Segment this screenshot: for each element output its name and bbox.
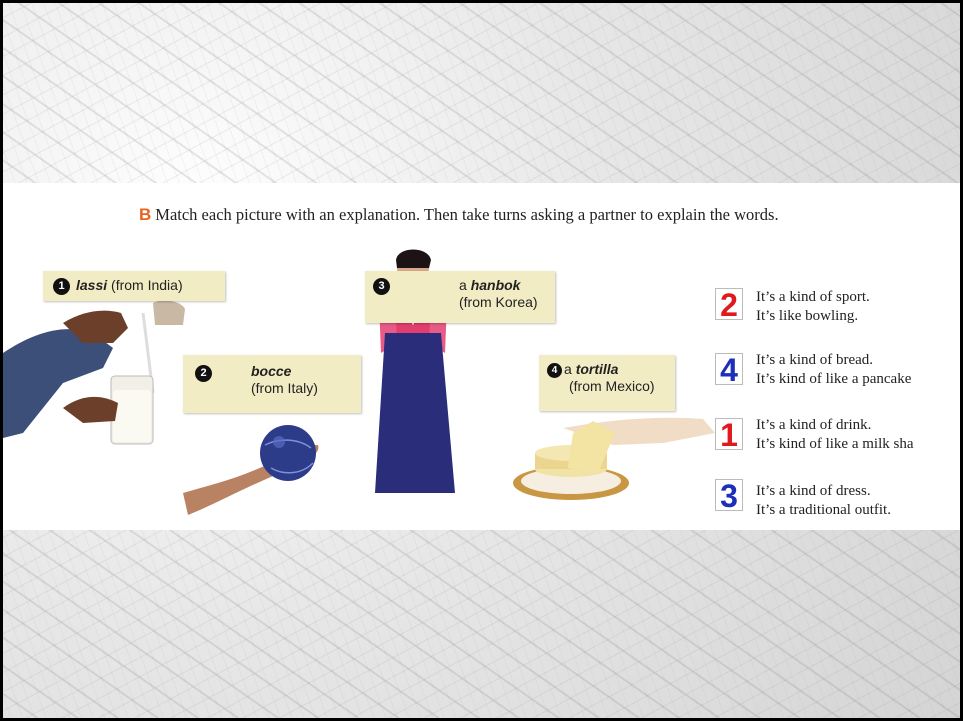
marble-background-bottom bbox=[3, 530, 960, 718]
lassi-picture bbox=[3, 301, 185, 444]
item-word: hanbok bbox=[470, 277, 521, 293]
tortilla-picture bbox=[513, 418, 715, 500]
marble-background-top bbox=[3, 3, 960, 183]
item-prefix: a bbox=[459, 277, 467, 293]
explanation-line-2: It’s a traditional outfit. bbox=[756, 502, 891, 518]
explanation-text bbox=[756, 288, 870, 326]
item-origin: (from Mexico) bbox=[569, 378, 655, 394]
item-number-badge: 1 bbox=[53, 278, 70, 295]
answer-box[interactable] bbox=[715, 352, 743, 388]
item-label-tortilla bbox=[539, 355, 675, 411]
answer-box[interactable] bbox=[715, 478, 743, 514]
item-number-badge: 2 bbox=[195, 365, 212, 382]
item-word: bocce bbox=[251, 363, 292, 379]
explanation-line-2: It’s kind of like a pancake bbox=[756, 371, 912, 387]
explanation-line-1: It’s a kind of bread. bbox=[756, 352, 874, 368]
item-prefix: a bbox=[564, 361, 572, 377]
item-origin: (from India) bbox=[111, 277, 183, 293]
item-word: lassi bbox=[76, 277, 108, 293]
explanation-text bbox=[756, 482, 891, 520]
answer-number: 4 bbox=[720, 352, 738, 388]
explanation-line-1: It’s a kind of sport. bbox=[756, 289, 870, 305]
explanation-text bbox=[756, 351, 911, 389]
answer-number: 2 bbox=[720, 287, 738, 323]
instruction-text: Match each picture with an explanation. Then take turns asking a partner to explain the words. bbox=[155, 205, 779, 224]
item-origin: (from Italy) bbox=[251, 380, 318, 396]
item-label-bocce bbox=[183, 355, 361, 413]
answer-number: 3 bbox=[720, 478, 738, 514]
answer-number: 1 bbox=[720, 417, 738, 453]
explanation-text bbox=[756, 416, 913, 454]
item-origin: (from Korea) bbox=[459, 294, 538, 310]
exercise-panel bbox=[3, 183, 960, 530]
item-number-badge: 4 bbox=[547, 363, 562, 378]
answer-box[interactable] bbox=[715, 287, 743, 323]
bocce-picture bbox=[183, 425, 318, 515]
explanation-line-1: It’s a kind of drink. bbox=[756, 417, 872, 433]
explanation-line-2: It’s like bowling. bbox=[756, 308, 859, 324]
item-label-lassi bbox=[43, 271, 225, 301]
explanation-line-1: It’s a kind of dress. bbox=[756, 483, 871, 499]
explanation-line-2: It’s kind of like a milk sha bbox=[756, 436, 914, 452]
item-number-badge: 3 bbox=[373, 278, 390, 295]
answer-box[interactable] bbox=[715, 417, 743, 453]
item-label-hanbok bbox=[365, 271, 555, 323]
exercise-letter: B bbox=[139, 205, 152, 224]
item-word: tortilla bbox=[575, 361, 619, 377]
